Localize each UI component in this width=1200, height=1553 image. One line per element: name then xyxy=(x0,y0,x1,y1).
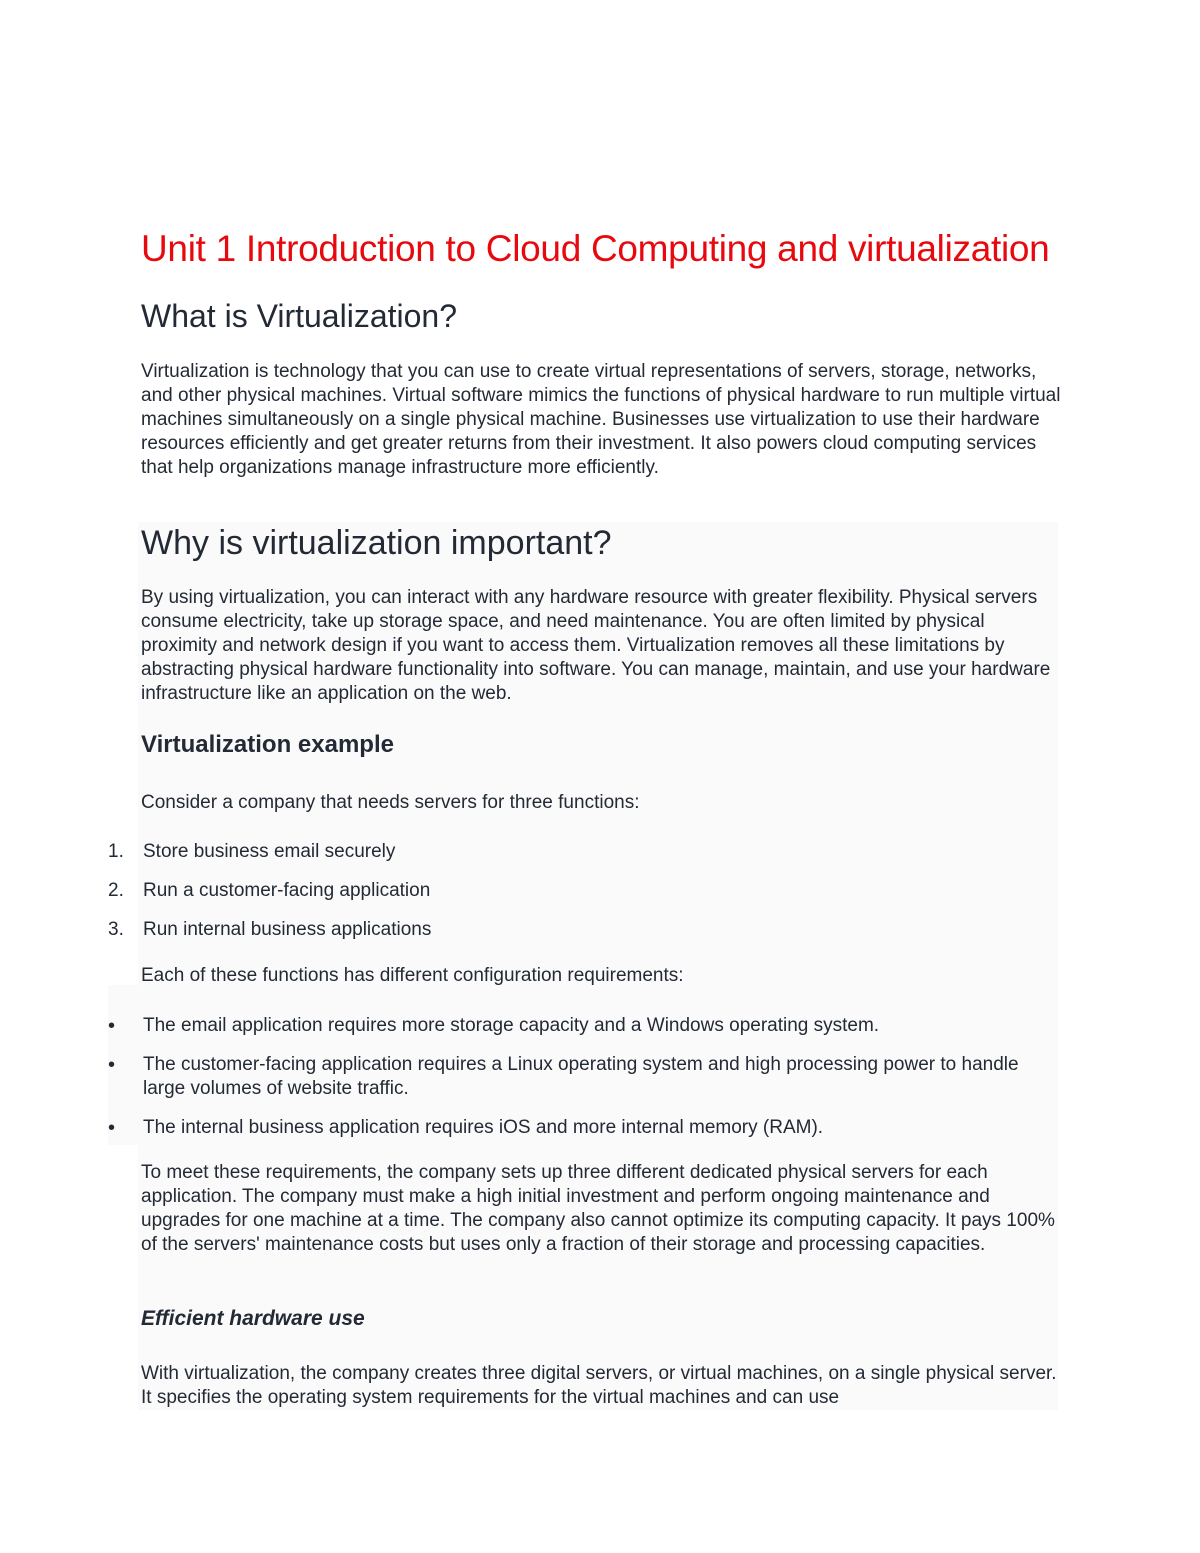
paragraph-dedicated-servers: To meet these requirements, the company sets up three different dedicated physical servers for each application. The company must make a high initial investment and perform ongoing maintenance and upgrades for one machine at a time. The company also cannot optimize its computing capacity. It pays 100% of the servers' maintenance costs but uses only a fraction of their storage and processing capacities. xyxy=(141,1162,1055,1255)
list-item xyxy=(105,918,1065,942)
bullet-icon: • xyxy=(108,1117,116,1139)
heading-efficient-hardware-use: Efficient hardware use xyxy=(141,1307,365,1330)
list-item-text: Store business email securely xyxy=(143,841,396,862)
heading-what-is-virtualization: What is Virtualization? xyxy=(141,298,457,334)
list-item-text: Run internal business applications xyxy=(143,919,432,940)
heading-virtualization-example: Virtualization example xyxy=(141,731,394,758)
list-number: 2. xyxy=(108,880,124,901)
requirements-list xyxy=(105,1014,1065,1155)
heading-why-important: Why is virtualization important? xyxy=(141,524,612,562)
list-number: 1. xyxy=(108,841,124,862)
list-item xyxy=(105,1116,1065,1140)
list-item-text: The customer-facing application requires a Linux operating system and high processing power to handle large volumes of website traffic. xyxy=(143,1054,1019,1099)
bullet-icon: • xyxy=(108,1015,116,1037)
unit-title: Unit 1 Introduction to Cloud Computing and virtualization xyxy=(141,228,1050,269)
list-item xyxy=(105,1053,1065,1101)
list-item-text: Run a customer-facing application xyxy=(143,880,431,901)
list-item xyxy=(105,879,1065,903)
paragraph-what-is-virtualization: Virtualization is technology that you can use to create virtual representations of servers, storage, networks, and other physical machines. Virtual software mimics the functions of physical hardware to run multiple virtual machines simultaneously on a single physical machine. Businesses use virtualization to use their hardware resources efficiently and get greater returns from their investment. It also powers cloud computing services that help organizations manage infrastructure more efficiently. xyxy=(141,361,1061,478)
list-item xyxy=(105,1014,1065,1038)
paragraph-why-important: By using virtualization, you can interact with any hardware resource with greater flexibility. Physical servers consume electricity, take up storage space, and need maintenance. You are often limited by physical proximity and network design if you want to access them. Virtualization removes all these limitations by abstracting physical hardware functionality into software. You can manage, maintain, and use your hardware infrastructure like an application on the web. xyxy=(141,587,1051,704)
list-item-text: The internal business application requires iOS and more internal memory (RAM). xyxy=(143,1117,824,1138)
paragraph-example-intro: Consider a company that needs servers for three functions: xyxy=(141,792,640,813)
list-item xyxy=(105,840,1065,864)
list-number: 3. xyxy=(108,919,124,940)
paragraph-requirements-intro: Each of these functions has different configuration requirements: xyxy=(141,965,684,986)
functions-list xyxy=(105,840,1065,957)
list-item-text: The email application requires more storage capacity and a Windows operating system. xyxy=(143,1015,880,1036)
bullet-icon: • xyxy=(108,1054,116,1076)
paragraph-efficient-hardware-use: With virtualization, the company creates three digital servers, or virtual machines, on a single physical server. It specifies the operating system requirements for the virtual machines and can use xyxy=(141,1363,1057,1408)
